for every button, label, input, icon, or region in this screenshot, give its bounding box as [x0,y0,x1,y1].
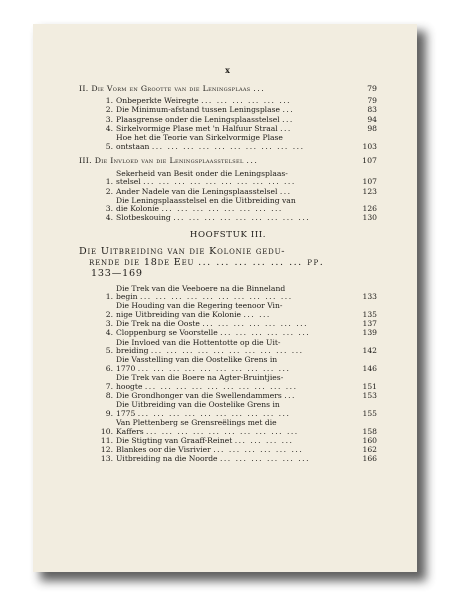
entry-page: 139 [362,328,377,338]
leader-dots: ... ... ... ... ... ... [213,444,304,454]
entry-title [116,285,361,302]
book-page [33,24,417,572]
leader-dots: ... ... ... ... ... ... ... [202,319,309,329]
entry-page: 123 [362,186,377,196]
chapter-heading: HOOFSTUK III. [189,230,267,241]
entry-title [116,455,361,464]
entry-title [116,302,361,319]
leader-dots: ... [280,123,292,133]
entry-title [116,170,361,187]
entry-title-line: Die Houding van die Regering teenoor Vin- [116,301,283,311]
toc-entry [99,419,377,436]
entry-page: 151 [362,381,377,391]
leader-dots: ... [253,83,266,93]
entry-number: 2. [105,310,113,320]
leader-dots: ... ... ... ... ... ... ... ... ... ... [139,292,293,302]
entry-number: 3. [105,319,113,329]
entry-title [116,214,361,223]
entry-number: 3. [105,114,113,124]
entry-number: 1. [105,177,113,187]
entry-page: 153 [362,390,377,400]
chapter-section-line1: Die Uitbreiding van die Kolonie gedu- [79,245,286,257]
entry-number: 11. [100,435,113,445]
entry-number: 2. [105,105,113,115]
leader-dots: ... [246,156,259,166]
toc-entry [99,401,377,418]
entry-title-line: ontstaan ... ... ... ... ... ... ... ... ... ... [116,141,305,151]
entry-page: 94 [367,114,377,124]
entry-page: 79 [367,96,377,106]
chapter-section-heading [79,246,377,279]
entry-title-line: Die Trek van die Veeboere na die Binneland [116,283,286,293]
toc-entry [99,134,377,151]
entry-page: 166 [362,454,377,464]
entry-title [116,134,361,151]
entry-title-line: Cloppenburg se Voorstelle ... ... ... ... ... ... [116,328,311,338]
leader-dots: ... ... ... ... [234,435,294,445]
section-item-list [79,170,377,223]
toc-entry [99,356,377,373]
entry-page: 130 [362,213,377,223]
entry-number: 7. [105,381,113,391]
entry-page: 98 [367,123,377,133]
leader-dots: ... ... ... ... ... ... ... ... ... ... [150,346,304,356]
entry-title-line: Die Leningsplaasstelsel en die Uitbreiding van [116,195,296,205]
entry-page: 158 [362,426,377,436]
entry-title-line: Uitbreiding na die Noorde ... ... ... ... ... ... [116,454,311,464]
entry-number: 4. [105,123,113,133]
entry-page: 155 [362,408,377,418]
entry-page: 137 [362,319,377,329]
entry-number: 8. [105,390,113,400]
entry-page: 103 [362,141,377,151]
entry-page: 162 [362,444,377,454]
entry-title-line: Sirkelvormige Plase met 'n Halfuur Straal ... [116,123,292,133]
leader-dots: ... ... ... ... ... ... ... ... ... ... [144,381,298,391]
entry-title [116,419,361,436]
entry-title-line: Onbeperkte Weiregte ... ... ... ... ... ... [116,96,292,106]
entry-page: 83 [367,105,377,115]
entry-title-line: Van Plettenberg se Grensreëlings met die [116,417,277,427]
entry-title-line: 1770 ... ... ... ... ... ... ... ... ... ... [116,363,291,373]
leader-dots: ... ... ... ... ... ... pp. [198,256,325,268]
entry-page: 133 [362,292,377,302]
section-item-list [79,97,377,151]
entry-number: 4. [105,213,113,223]
leader-dots: ... [282,105,295,115]
entry-title [116,339,361,356]
entry-title-line: Sekerheid van Besit onder die Leningsplaas- [116,168,288,178]
entry-number: 2. [105,186,113,196]
entry-title-line: Die Invloed van die Hottentotte op die Uit- [116,337,281,347]
entry-title-line: 1775 ... ... ... ... ... ... ... ... ... ... [116,408,291,418]
section-title: II. Die Vorm en Grootte van die Leningsplaas [79,83,251,93]
toc-entry [99,339,377,356]
entry-page: 142 [362,346,377,356]
entry-title [116,356,361,373]
entry-title-line: Ander Nadele van die Leningsplaasstelsel ... [116,186,292,196]
entry-title-line: die Kolonie ... ... ... ... ... ... ... ... [116,204,283,214]
leader-dots: ... ... ... ... ... ... ... ... ... ... [137,363,291,373]
entry-number: 12. [100,444,113,454]
entry-title-line: nige Uitbreiding van die Kolonie ... ... [116,310,271,320]
entry-number: 1. [105,292,113,302]
page-number: x [225,65,231,75]
chapter-section-page: 133—169 [91,267,143,279]
toc-entry [99,455,377,464]
entry-title [116,197,361,214]
entry-title-line: Die Stigting van Graaff-Reinet ... ... ... ... [116,435,294,445]
entry-number: 9. [105,408,113,418]
toc-entry [99,214,377,223]
entry-title-line: stelsel ... ... ... ... ... ... ... ... ... ... [116,177,296,187]
chapter-section-line2: rende die 18de Eeu [89,256,195,268]
entry-number: 5. [105,346,113,356]
entry-title-line: Die Grondhonger van die Swellendammers ... [116,390,296,400]
entry-number: 13. [100,454,113,464]
entry-page: 135 [362,310,377,320]
chapter-item-list [79,285,377,464]
entry-title [116,401,361,418]
entry-page: 160 [362,435,377,445]
leader-dots: ... [279,186,292,196]
entry-number: 4. [105,328,113,338]
entry-number: 5. [105,141,113,151]
toc-entry [99,197,377,214]
toc-entry [99,374,377,391]
entry-title [116,374,361,391]
entry-title-line: begin ... ... ... ... ... ... ... ... ... ... [116,292,293,302]
leader-dots: ... ... ... ... ... ... ... ... ... ... [143,177,296,187]
entry-title-line: Hoe het die Teorie van Sirkelvormige Plase [116,132,283,142]
leader-dots: ... ... ... ... ... ... ... ... ... ... [146,426,299,436]
toc-entry [99,285,377,302]
leader-dots: ... ... ... ... ... ... [219,454,311,464]
section-heading [79,157,377,166]
leader-dots: ... ... ... ... ... ... ... ... ... [173,213,311,223]
entry-page: 107 [362,177,377,187]
entry-number: 1. [105,96,113,106]
toc-entry [99,302,377,319]
entry-title-line: hoogte ... ... ... ... ... ... ... ... ... ... [116,381,298,391]
entry-title-line: Slotbeskouing ... ... ... ... ... ... ... ... ... [116,213,311,223]
entry-title-line: Die Vasstelling van die Oostelike Grens in [116,355,278,365]
toc-entry [99,170,377,187]
entry-page: 126 [362,204,377,214]
entry-title-line: Kaffers ... ... ... ... ... ... ... ... ... ... [116,426,299,436]
entry-number: 6. [105,363,113,373]
leader-dots: ... [282,114,294,124]
leader-dots: ... ... ... ... ... ... ... ... ... ... [137,408,291,418]
section-page: 79 [367,83,377,93]
entry-page: 146 [362,363,377,373]
leader-dots: ... ... ... ... ... ... [201,96,292,106]
entry-title-line: Die Trek van die Boere na Agter-Bruintjies- [116,373,284,383]
leader-dots: ... ... ... ... ... ... [220,328,311,338]
entry-title-line: Blankes oor die Visrivier ... ... ... ... ... ... [116,444,304,454]
leader-dots: ... [284,390,296,400]
leader-dots: ... ... ... ... ... ... ... ... ... ... [151,141,305,151]
section-page: 107 [362,156,377,166]
entry-number: 10. [100,426,113,436]
entry-title-line: Die Trek na die Ooste ... ... ... ... ... ... ... [116,319,309,329]
entry-title-line: Die Minimum-afstand tussen Leningsplase ... [116,105,295,115]
entry-title-line: breiding ... ... ... ... ... ... ... ... ... ... [116,346,304,356]
leader-dots: ... ... ... ... ... ... ... ... [161,204,283,214]
entry-number: 3. [105,204,113,214]
toc-sections [79,85,377,223]
section-heading [79,85,377,94]
leader-dots: ... ... [243,310,271,320]
section-title: III. Die Invloed van die Leningsplaasstelsel [79,156,244,166]
entry-title-line: Plaasgrense onder die Leningsplaasstelsel ... [116,114,294,124]
entry-title-line: Die Uitbreiding van die Oostelike Grens in [116,400,280,410]
